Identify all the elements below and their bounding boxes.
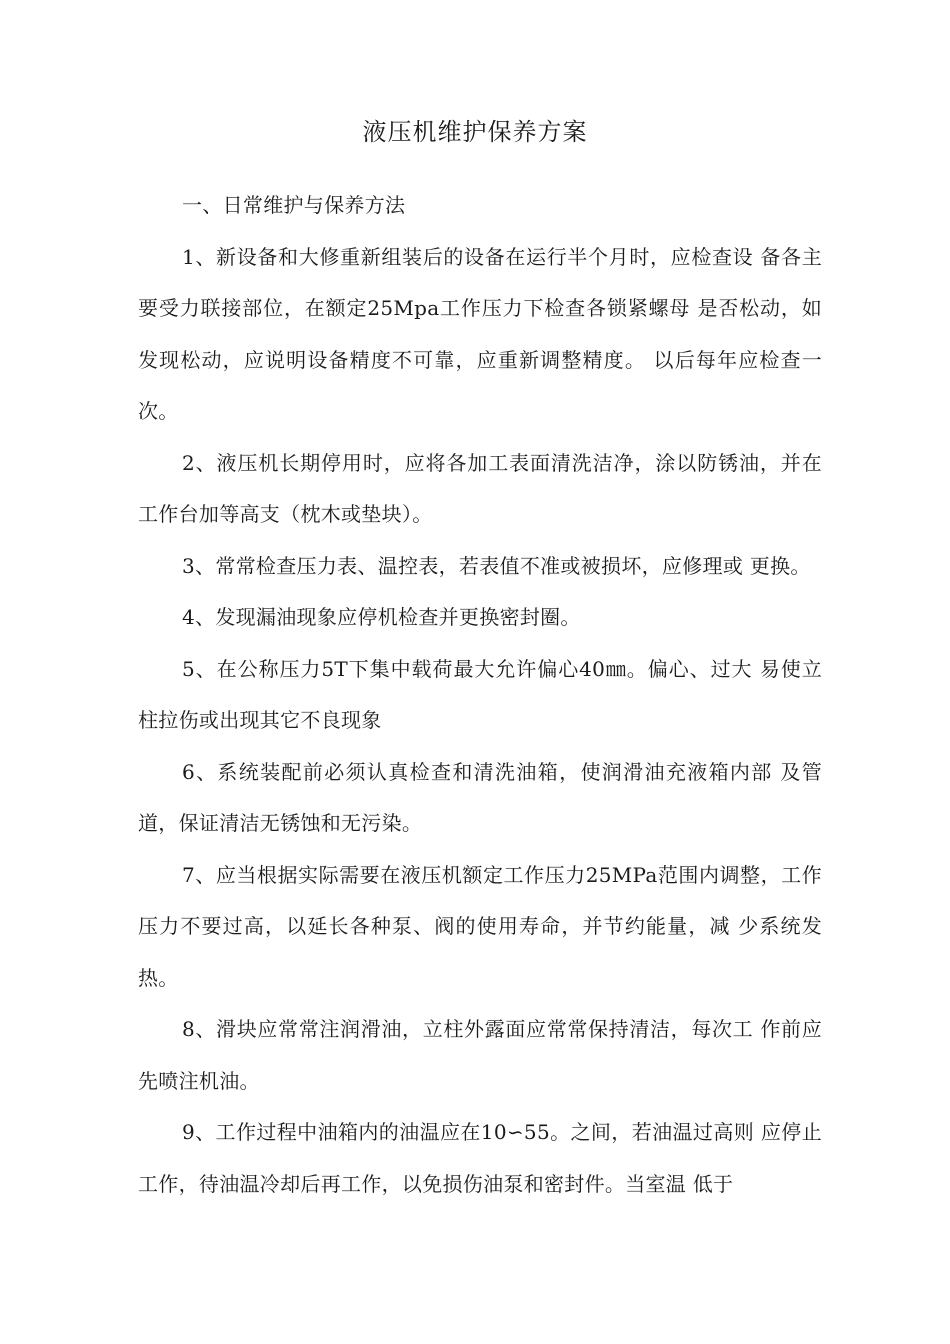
- paragraph-5: 5、在公称压力5T下集中载荷最大允许偏心40㎜。偏心、过大 易使立柱拉伤或出现其它不良现象: [138, 656, 822, 732]
- paragraph-4: 4、发现漏油现象应停机检查并更换密封圈。: [182, 605, 581, 629]
- paragraph-3: 3、常常检查压力表、温控表，若表值不准或被损坏，应修理或 更换。: [182, 553, 811, 578]
- paragraph-2: 2、液压机长期停用时，应将各加工表面清洗洁净，涂以防锈油，并在工作台加等高支（枕木或垫块）。: [138, 450, 822, 526]
- paragraph-6: 6、系统装配前必须认真检查和清洗油箱，使润滑油充液箱内部 及管道，保证清洁无锈蚀和无污染。: [138, 759, 822, 835]
- document-title: 液压机维护保养方案: [362, 118, 588, 146]
- paragraph-1: 1、新设备和大修重新组装后的设备在运行半个月时，应检查设 备各主要受力联接部位，在额定25Mpa工作压力下检查各锁紧螺母 是否松动，如发现松动，应说明设备精度不可靠，应重新调整精度。 以后每年应检查一次。: [138, 244, 822, 423]
- paragraph-8: 8、滑块应常常注润滑油，立柱外露面应常常保持清洁，每次工 作前应先喷注机油。: [138, 1017, 822, 1093]
- document-body: [138, 180, 822, 1210]
- paragraph-9: 9、工作过程中油箱内的油温应在10∽55。之间，若油温过高则 应停止工作，待油温冷却后再工作，以免损伤油泵和密封件。当室温 低于: [138, 1120, 822, 1196]
- paragraph-7: 7、应当根据实际需要在液压机额定工作压力25MPa范围内调整，工作压力不要过高，以延长各种泵、阀的使用寿命，并节约能量，减 少系统发热。: [138, 862, 822, 990]
- section-heading: 一、日常维护与保养方法: [182, 193, 406, 217]
